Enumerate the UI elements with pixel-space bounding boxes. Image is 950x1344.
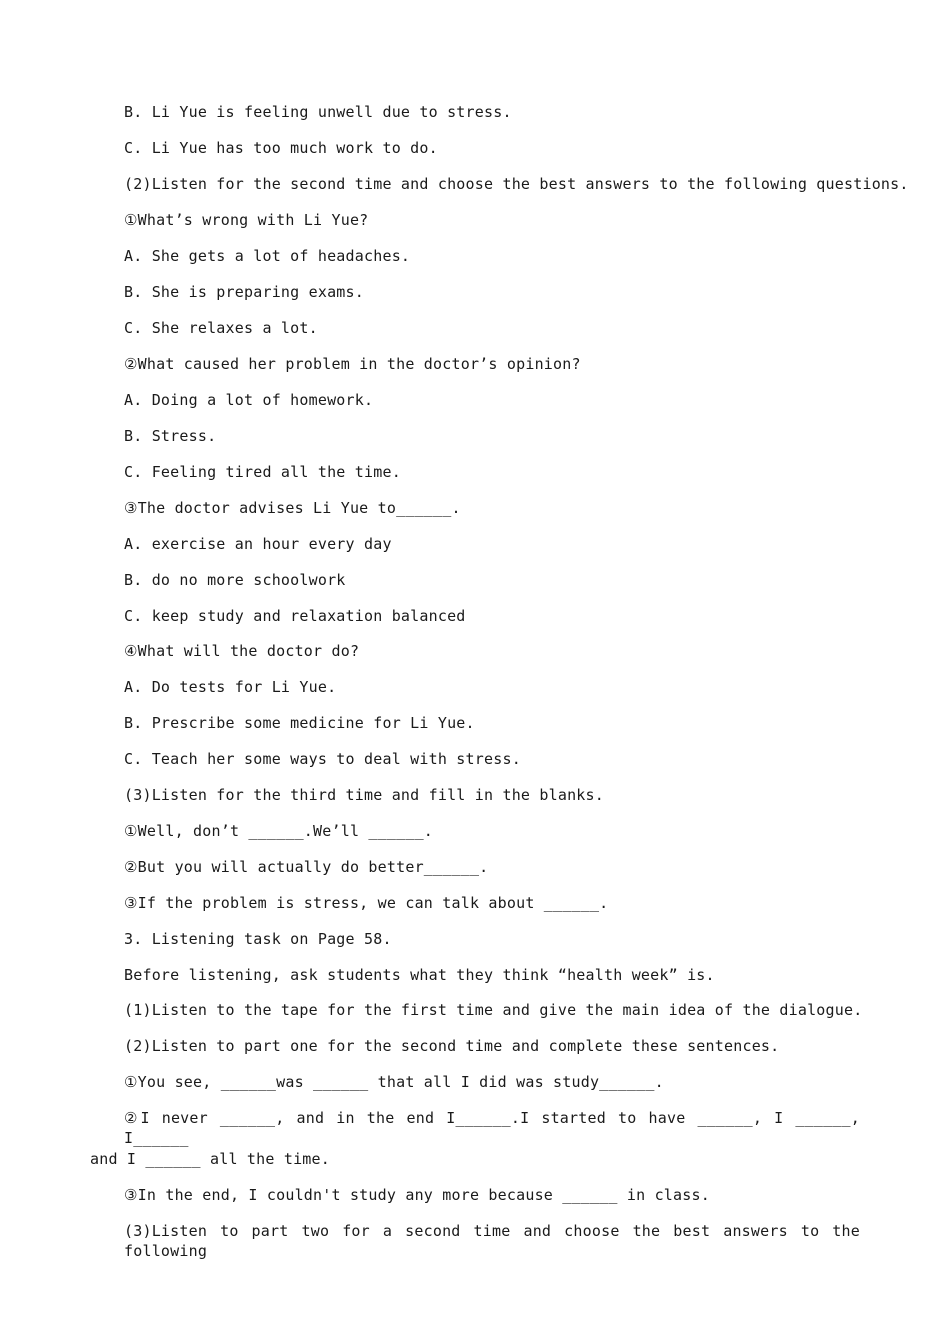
question-2-option-c: C. Feeling tired all the time. [124,463,401,481]
task-2-sentence-2: ②I never ______, and in the end I______.I started to have ______, I ______, I______ [124,1109,860,1147]
instruction-second-listening: (2)Listen for the second time and choose the best answers to the following questions. [124,175,909,193]
question-2-option-a: A. Doing a lot of homework. [124,391,374,409]
before-listening-note: Before listening, ask students what they think “health week” is. [124,966,715,984]
task-2-sentence-3: ③In the end, I couldn't study any more because ______ in class. [124,1186,710,1204]
question-3-option-a: A. exercise an hour every day [124,535,392,553]
question-4-option-b: B. Prescribe some medicine for Li Yue. [124,714,475,732]
task-2-sentence-2-continued: and I ______ all the time. [90,1150,330,1168]
task-2-instruction: (2)Listen to part one for the second time and complete these sentences. [124,1037,780,1055]
option-c-line: C. Li Yue has too much work to do. [124,139,438,157]
option-b-line: B. Li Yue is feeling unwell due to stress. [124,103,512,121]
question-1-option-b: B. She is preparing exams. [124,283,364,301]
question-2-option-b: B. Stress. [124,427,217,445]
question-4-option-a: A. Do tests for Li Yue. [124,678,337,696]
question-3-option-b: B. do no more schoolwork [124,571,346,589]
task-1-instruction: (1)Listen to the tape for the first time and give the main idea of the dialogue. [124,1001,863,1019]
blank-sentence-3: ③If the problem is stress, we can talk about ______. [124,894,609,912]
question-1: ①What’s wrong with Li Yue? [124,211,369,229]
task-2-sentence-1: ①You see, ______was ______ that all I did was study______. [124,1073,664,1091]
section-heading: 3. Listening task on Page 58. [124,930,392,948]
question-1-option-a: A. She gets a lot of headaches. [124,247,411,265]
question-3-option-c: C. keep study and relaxation balanced [124,607,466,625]
blank-sentence-1: ①Well, don’t ______.We’ll ______. [124,822,434,840]
question-2: ②What caused her problem in the doctor’s opinion? [124,355,581,373]
question-3: ③The doctor advises Li Yue to______. [124,499,461,517]
blank-sentence-2: ②But you will actually do better______. [124,858,489,876]
question-4-option-c: C. Teach her some ways to deal with stress. [124,750,521,768]
question-1-option-c: C. She relaxes a lot. [124,319,318,337]
question-4: ④What will the doctor do? [124,642,360,660]
task-3-instruction: (3)Listen to part two for a second time and choose the best answers to the following [124,1222,860,1260]
instruction-third-listening: (3)Listen for the third time and fill in the blanks. [124,786,604,804]
